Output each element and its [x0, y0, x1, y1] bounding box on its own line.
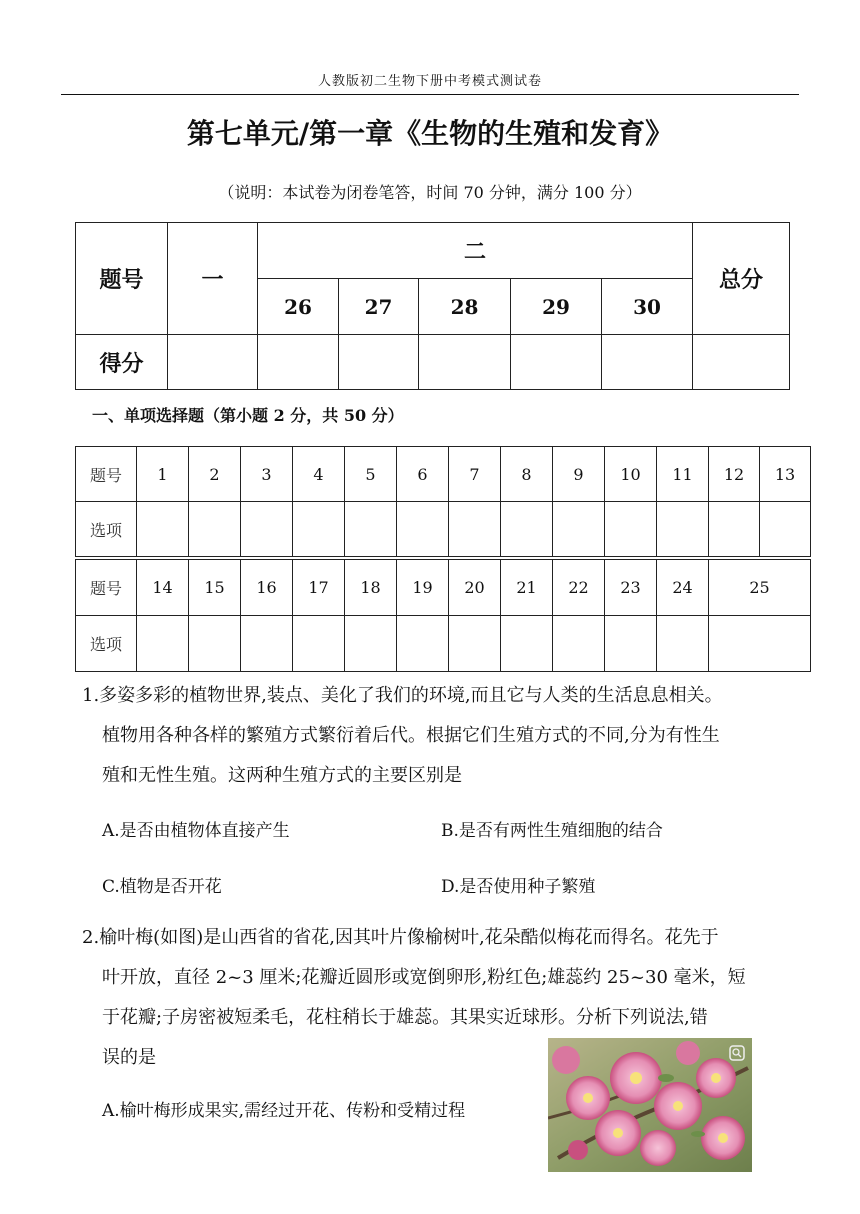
question-number: 19 — [397, 560, 449, 616]
score-cell[interactable] — [168, 335, 258, 390]
question-2-line-4: 误的是 — [102, 1047, 156, 1068]
question-number: 13 — [760, 447, 811, 502]
score-cell[interactable] — [602, 335, 693, 390]
exam-instructions: （说明：本试卷为闭卷笔答，时间 70 分钟，满分 100 分） — [218, 183, 642, 202]
header-divider — [61, 94, 799, 95]
page-title: 第七单元/第一章《生物的生殖和发育》 — [186, 117, 674, 150]
answer-cell[interactable] — [189, 502, 241, 557]
question-number: 12 — [709, 447, 760, 502]
question-2-line-2: 叶开放，直径 2~3 厘米;花瓣近圆形或宽倒卵形,粉红色;雄蕊约 25~30 毫米，短 — [102, 967, 746, 988]
answer-cell[interactable] — [553, 502, 605, 557]
question-number: 18 — [345, 560, 397, 616]
question-number: 7 — [449, 447, 501, 502]
question-1 — [82, 676, 782, 796]
question-number: 8 — [501, 447, 553, 502]
answer-cell[interactable] — [657, 616, 709, 672]
answer-cell[interactable] — [241, 502, 293, 557]
answer-table-1 — [75, 446, 811, 557]
yuyemei-flower-photo — [548, 1038, 752, 1172]
answer-cell[interactable] — [397, 616, 449, 672]
question-number: 15 — [189, 560, 241, 616]
answer-cell[interactable] — [449, 616, 501, 672]
question-1-line-1: 1.多姿多彩的植物世界,装点、美化了我们的环境,而且它与人类的生活息息相关。 — [82, 685, 723, 706]
answer-cell[interactable] — [605, 616, 657, 672]
score-cell[interactable] — [419, 335, 511, 390]
answer-label-number: 题号 — [76, 447, 137, 502]
question-number: 21 — [501, 560, 553, 616]
answer-cell[interactable] — [345, 616, 397, 672]
answer-cell[interactable] — [293, 616, 345, 672]
question-number: 6 — [397, 447, 449, 502]
answer-label-option: 选项 — [76, 616, 137, 672]
flower-illustration — [548, 1038, 752, 1172]
answer-cell[interactable] — [605, 502, 657, 557]
question-number: 2 — [189, 447, 241, 502]
answer-cell[interactable] — [345, 502, 397, 557]
question-number: 10 — [605, 447, 657, 502]
question-number: 20 — [449, 560, 501, 616]
question-number: 14 — [137, 560, 189, 616]
score-header-part2: 二 — [258, 223, 693, 279]
score-row-defen: 得分 — [76, 335, 168, 390]
answer-cell[interactable] — [501, 502, 553, 557]
score-table — [75, 222, 790, 390]
answer-cell[interactable] — [449, 502, 501, 557]
answer-cell[interactable] — [293, 502, 345, 557]
score-cell[interactable] — [511, 335, 602, 390]
q1-option-c[interactable]: C.植物是否开花 — [102, 877, 222, 897]
question-2-line-1: 2.榆叶梅(如图)是山西省的省花,因其叶片像榆树叶,花朵酷似梅花而得名。花先于 — [82, 927, 719, 948]
q1-option-d[interactable]: D.是否使用种子繁殖 — [441, 877, 596, 897]
answer-label-option: 选项 — [76, 502, 137, 557]
score-cell[interactable] — [693, 335, 790, 390]
score-cell[interactable] — [339, 335, 419, 390]
question-number: 22 — [553, 560, 605, 616]
score-header-tihao: 题号 — [76, 223, 168, 335]
question-number: 16 — [241, 560, 293, 616]
score-header-total: 总分 — [693, 223, 790, 335]
q2-option-a[interactable]: A.榆叶梅形成果实,需经过开花、传粉和受精过程 — [102, 1101, 466, 1121]
answer-cell[interactable] — [137, 502, 189, 557]
answer-cell[interactable] — [137, 616, 189, 672]
question-2-line-3: 于花瓣;子房密被短柔毛，花柱稍长于雄蕊。其果实近球形。分析下列说法,错 — [102, 1007, 708, 1028]
answer-cell[interactable] — [241, 616, 293, 672]
answer-table-2 — [75, 559, 811, 672]
question-number: 11 — [657, 447, 709, 502]
question-number: 23 — [605, 560, 657, 616]
score-sub-29: 29 — [511, 279, 602, 335]
question-number: 24 — [657, 560, 709, 616]
question-number: 3 — [241, 447, 293, 502]
answer-cell[interactable] — [189, 616, 241, 672]
score-sub-26: 26 — [258, 279, 339, 335]
question-number: 9 — [553, 447, 605, 502]
answer-cell[interactable] — [709, 502, 760, 557]
answer-cell[interactable] — [657, 502, 709, 557]
score-sub-30: 30 — [602, 279, 693, 335]
score-cell[interactable] — [258, 335, 339, 390]
answer-cell[interactable] — [397, 502, 449, 557]
score-sub-28: 28 — [419, 279, 511, 335]
question-number: 25 — [709, 560, 811, 616]
question-1-line-2: 植物用各种各样的繁殖方式繁衍着后代。根据它们生殖方式的不同,分为有性生 — [102, 725, 720, 746]
score-sub-27: 27 — [339, 279, 419, 335]
q1-option-b[interactable]: B.是否有两性生殖细胞的结合 — [441, 821, 663, 841]
question-number: 5 — [345, 447, 397, 502]
answer-cell[interactable] — [709, 616, 811, 672]
question-number: 1 — [137, 447, 189, 502]
question-number: 17 — [293, 560, 345, 616]
answer-cell[interactable] — [553, 616, 605, 672]
section-heading: 一、单项选择题（第小题 2 分，共 50 分） — [92, 406, 404, 425]
page-header: 人教版初二生物下册中考模式测试卷 — [317, 74, 542, 89]
question-1-line-3: 殖和无性生殖。这两种生殖方式的主要区别是 — [102, 765, 462, 786]
answer-label-number: 题号 — [76, 560, 137, 616]
q1-option-a[interactable]: A.是否由植物体直接产生 — [102, 821, 290, 841]
answer-cell[interactable] — [760, 502, 811, 557]
score-header-part1: 一 — [168, 223, 258, 335]
question-number: 4 — [293, 447, 345, 502]
answer-cell[interactable] — [501, 616, 553, 672]
